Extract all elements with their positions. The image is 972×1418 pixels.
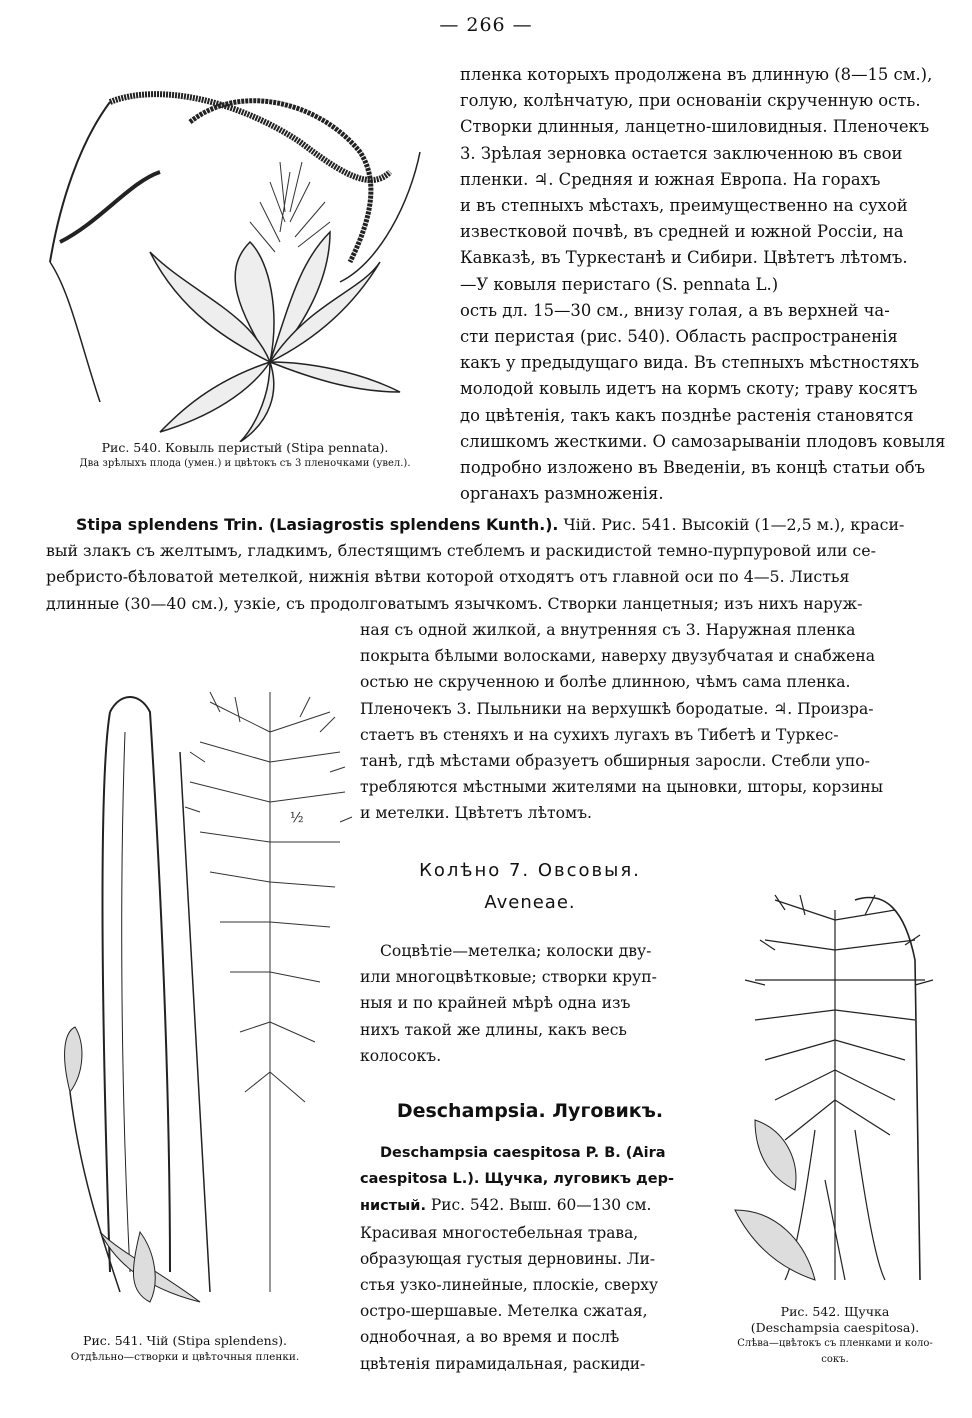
text-line: и въ степныхъ мѣстахъ, преимущественно на сухой xyxy=(460,196,908,216)
tribe-title: Колѣно 7. Овсовыя. xyxy=(419,860,641,881)
text-line: длинные (30—40 см.), узкiе, съ продолговатымъ язычкомъ. Створки ланцетныя; изъ нихъ наруж- xyxy=(46,593,863,613)
text-line: остью не скрученною и болѣе длинною, чѣмъ сама пленка. xyxy=(360,673,851,692)
tribe-description xyxy=(360,938,700,1069)
text-line: какъ у предыдущаго вида. Въ степныхъ мѣстностяхъ xyxy=(460,353,920,373)
scale-label: ½ xyxy=(290,810,304,826)
text-line: пленка которыхъ продолжена въ длинную (8—15 см.), xyxy=(460,65,933,84)
figure-542-subcaption: Слѣва—цвѣтокъ съ пленками и коло- xyxy=(737,1338,933,1349)
figure-542-caption: Рис. 542. Щучка xyxy=(780,1304,890,1319)
text-line: цвѣтенiя пирамидальная, раскиди- xyxy=(360,1354,646,1373)
text-line: ная съ одной жилкой, а внутренняя съ 3. Наружная пленка xyxy=(360,621,856,639)
text-line: ребристо-бѣловатой метелкой, нижнiя вѣтви которой отходятъ отъ главной оси по 4—5. Листья xyxy=(46,567,850,587)
figure-542-illustration xyxy=(715,880,955,1300)
text-line: ость дл. 15—30 см., внизу голая, а въ верхней ча- xyxy=(460,300,890,320)
text-line: известковой почвѣ, въ средней и южной Россiи, на xyxy=(460,222,904,242)
text-line: остро-шершавые. Метелка сжатая, xyxy=(360,1302,648,1321)
text-line: Пленочекъ 3. Пыльники на верхушкѣ бородатые. ♃. Произра- xyxy=(360,699,874,718)
text-line: Створки длинныя, ланцетно-шиловидныя. Пленочекъ xyxy=(460,117,930,137)
text-line: покрыта бѣлыми волосками, наверху двузубчатая и снабжена xyxy=(360,647,876,666)
figure-542-caption-species: (Deschampsia caespitosa). xyxy=(750,1320,920,1335)
species-name: Stipa splendens Trin. (Lasiagrostis splendens Kunth.). xyxy=(76,515,559,534)
text-line: пленки. ♃. Средняя и южная Европа. На горахъ xyxy=(460,169,881,189)
text-line: Stipa splendens Trin. (Lasiagrostis splendens Kunth.). Чiй. Рис. 541. Высокiй (1—2,5 м.), краси- xyxy=(76,515,905,534)
text-line: Кавказѣ, въ Туркестанѣ и Сибири. Цвѣтетъ лѣтомъ. xyxy=(460,248,908,268)
text-line: танѣ, гдѣ мѣстами образуетъ обширныя заросли. Стебли упо- xyxy=(360,752,870,771)
figure-542-subcaption-end: сокъ. xyxy=(821,1354,849,1365)
text-line: до цвѣтенiя, такъ какъ позднѣе растенiя становятся xyxy=(460,405,914,425)
text-line: слишкомъ жесткими. О самозарыванiи плодовъ ковыля xyxy=(460,431,946,451)
text-line: ныя и по крайней мѣрѣ одна изъ xyxy=(360,994,631,1013)
text-line: вый злакъ съ желтымъ, гладкимъ, блестящимъ стеблемъ и раскидистой темно-пурпуровой или се- xyxy=(46,541,876,561)
text-line: образующая густыя дерновины. Ли- xyxy=(360,1249,656,1268)
text-line: Соцвѣтiе—метелка; колоски дву- xyxy=(380,942,652,960)
text-line: или многоцвѣтковые; створки круп- xyxy=(360,968,657,987)
text-line: стья узко-линейные, плоскiе, сверху xyxy=(360,1276,659,1295)
tribe-latin: Aveneae. xyxy=(484,892,576,913)
text-line: Deschampsia caespitosa P. B. (Aira xyxy=(380,1145,666,1161)
text-line: сти перистая (рис. 540). Область распространенiя xyxy=(460,327,898,347)
text-line: и метелки. Цвѣтетъ лѣтомъ. xyxy=(360,804,592,823)
text-line: требляются мѣстными жителями на цыновки, шторы, корзины xyxy=(360,778,884,797)
genus-heading: Deschampsia. Луговикъ. xyxy=(396,1100,664,1122)
figure-541-illustration xyxy=(40,672,360,1332)
stipa-splendens-paragraph xyxy=(46,512,956,617)
text-line: 3. Зрѣлая зерновка остается заключенною въ свои xyxy=(460,143,903,163)
text-line: колосокъ. xyxy=(360,1046,442,1065)
text-line: подробно изложено въ Введенiи, въ концѣ статьи объ xyxy=(460,458,926,478)
text-line: нихъ такой же длины, какъ весь xyxy=(360,1020,627,1039)
text-line: органахъ размноженiя. xyxy=(460,484,664,504)
text-line: caespitosa L.). Щучка, луговикъ дер- xyxy=(360,1171,674,1188)
text-line: —У ковыля перистаго (S. pennata L.) xyxy=(460,274,779,294)
figure-540-subcaption: Два зрѣлыхъ плода (умен.) и цвѣтокъ съ 3 пленочками (увел.). xyxy=(79,458,411,469)
text-line: однобочная, а во время и послѣ xyxy=(360,1328,620,1347)
page-number: — 266 — xyxy=(439,14,533,36)
text-line: стаетъ въ стеняхъ и на сухихъ лугахъ въ Тибетѣ и Туркес- xyxy=(360,725,839,744)
figure-541-caption: Рис. 541. Чiй (Stipa splendens). xyxy=(83,1333,287,1348)
deschampsia-paragraph xyxy=(360,1140,700,1377)
stipa-splendens-continuation xyxy=(360,617,950,827)
figure-540-illustration xyxy=(40,62,440,442)
text-line: нистый. Рис. 542. Выш. 60—130 см. xyxy=(360,1196,652,1215)
text-line: голую, колѣнчатую, при основанiи скрученную ость. xyxy=(460,91,921,111)
figure-541-subcaption: Отдѣльно—створки и цвѣточныя пленки. xyxy=(70,1351,300,1363)
figure-540-caption: Рис. 540. Ковыль перистый (Stipa pennata). xyxy=(101,440,389,455)
right-column-text xyxy=(460,62,950,507)
text-line: молодой ковыль идетъ на кормъ скоту; траву косятъ xyxy=(460,379,918,399)
text-line: Красивая многостебельная трава, xyxy=(360,1223,639,1242)
